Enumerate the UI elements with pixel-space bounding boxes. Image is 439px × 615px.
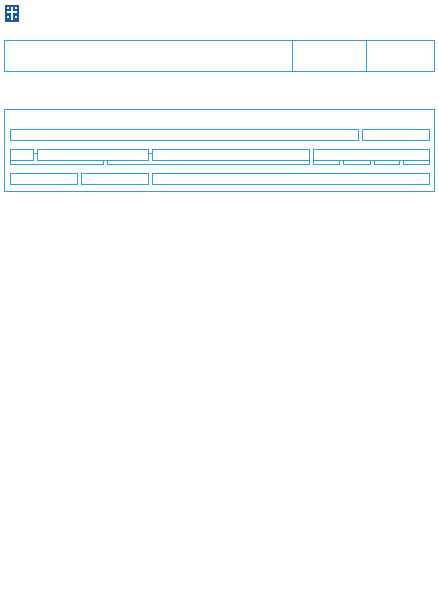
- procedure-box: [4, 40, 435, 72]
- xunta-logo: [5, 5, 19, 22]
- xunta-logo-icon: [5, 5, 19, 22]
- field-cp[interactable]: [10, 149, 34, 161]
- field-correo[interactable]: [152, 173, 430, 185]
- field-provincia[interactable]: [37, 149, 149, 161]
- field-localidad[interactable]: [313, 149, 430, 161]
- field-nombre-razon[interactable]: [10, 129, 359, 141]
- field-fax[interactable]: [81, 173, 149, 185]
- field-telefono[interactable]: [10, 173, 78, 185]
- field-ayuntamiento[interactable]: [152, 149, 310, 161]
- field-nif[interactable]: [362, 129, 430, 141]
